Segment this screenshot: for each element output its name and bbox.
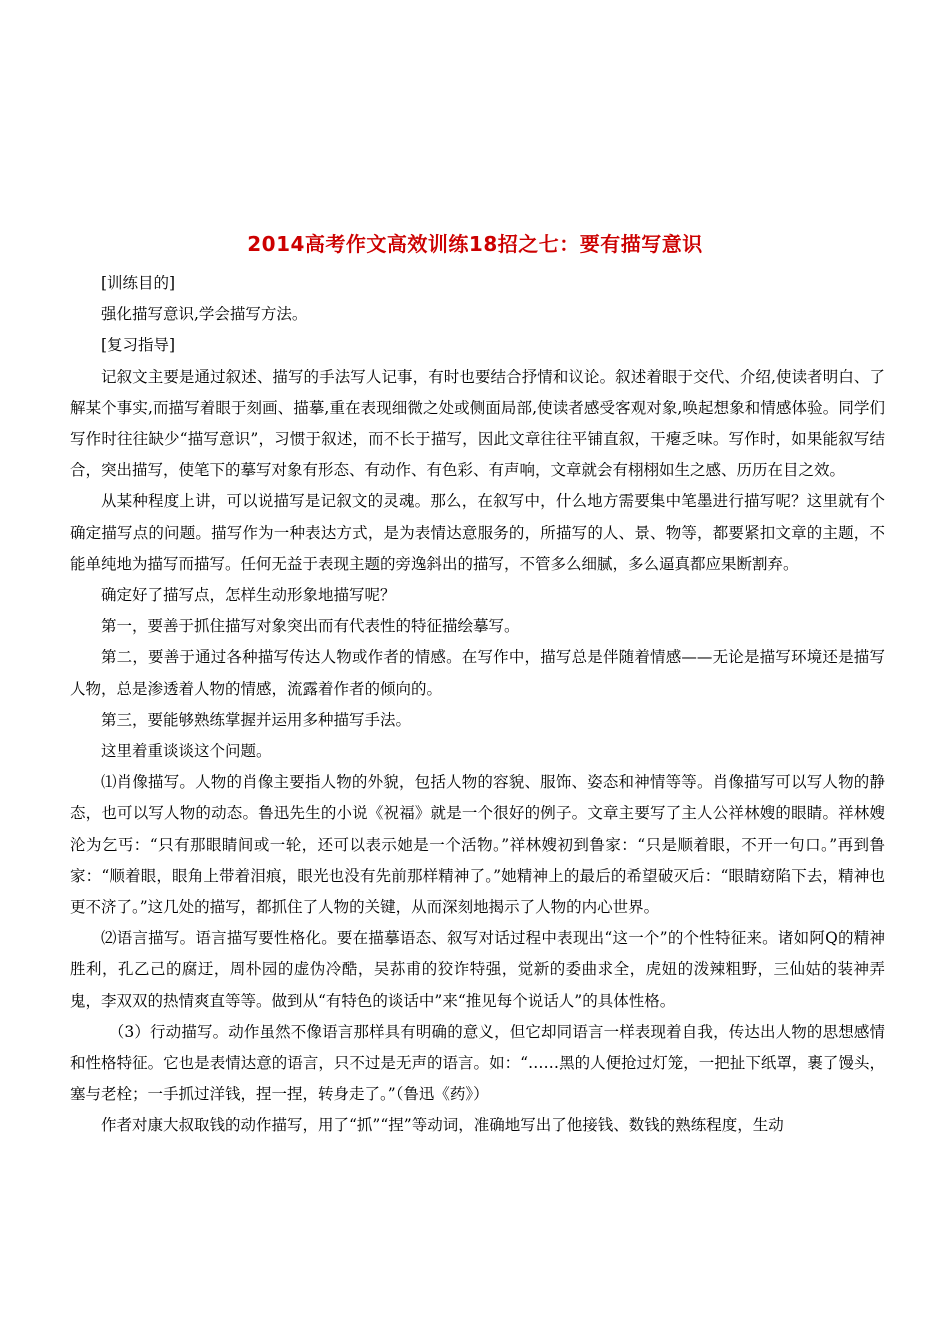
document-body [70,268,885,1142]
paragraph-point-one: 第一，要善于抓住描写对象突出而有代表性的特征描绘摹写。 [101,617,520,636]
paragraph-how-to-describe: 确定好了描写点，怎样生动形象地描写呢？ [101,586,396,605]
paragraph-portrait-description: ⑴肖像描写。人物的肖像主要指人物的外貌，包括人物的容貌、服饰、姿态和神情等等。肖像描写可以写人物的静态，也可以写人物的动态。鲁迅先生的小说《祝福》就是一个很好的例子。文章主要写了主人公祥林嫂的眼睛。祥林嫂沦为乞丐：“只有那眼睛间或一轮，还可以表示她是一个活物。”祥林嫂初到鲁家：“只是顺着眼，不开一句口。”再到鲁家：“顺着眼，眼角上带着泪痕，眼光也没有先前那样精神了。”她精神上的最后的希望破灭后：“眼睛窈陷下去，精神也更不济了。”这几处的描写，都抓住了人物的关键，从而深刻地揭示了人物的内心世界。 [70,773,885,917]
paragraph-point-three: 第三，要能够熟练掌握并运用多种描写手法。 [101,710,412,729]
paragraph-point-two: 第二，要善于通过各种描写传达人物或作者的情感。在写作中，描写总是伴随着情感——无论是描写环境还是描写人物，总是渗透着人物的情感，流露着作者的倾向的。 [70,648,885,698]
paragraph-narrative-intro: 记叙文主要是通过叙述、描写的手法写人记事，有时也要结合抒情和议论。叙述着眼于交代、介绍,使读者明白、了解某个事实,而描写着眼于刻画、描摹,重在表现细微之处或侧面局部,使读者感受客观对象,唤起想象和情感体验。同学们写作时往往缺少“描写意识”，习惯于叙述，而不长于描写，因此文章往往平铺直叙，干瘪乏味。写作时，如果能叙写结合，突出描写，使笔下的摹写对象有形态、有动作、有色彩、有声响，文章就会有栩栩如生之感、历历在目之效。 [70,367,885,480]
section-label-review-guide: [复习指导] [101,336,176,355]
paragraph-language-description: ⑵语言描写。语言描写要性格化。要在描摹语态、叙写对话过程中表现出“这一个”的个性特征来。诸如阿Q的精神胜利，孔乙己的腐迂，周朴园的虚伪冷酷，吴荪甫的狡诈特强，觉新的委曲求全，虎妞的泼辣粗野，三仙姑的装神弄鬼，李双双的热情爽直等等。做到从“有特色的谈话中”来“推见每个说话人”的具体性格。 [70,929,885,1010]
paragraph-action-analysis: 作者对康大叔取钱的动作描写，用了“抓”“捏”等动词，准确地写出了他接钱、数钱的熟练程度，生动 [101,1116,784,1135]
document-title: 2014高考作文高效训练18招之七：要有描写意识 [247,232,703,256]
paragraph-focus: 这里着重谈谈这个问题。 [101,742,272,761]
paragraph-action-description: （3）行动描写。动作虽然不像语言那样具有明确的意义，但它却同语言一样表现着自我，传达出人物的思想感情和性格特征。它也是表情达意的语言，只不过是无声的语言。如：“……黑的人便抢过灯笼，一把扯下纸罩，裹了馒头，塞与老栓；一手抓过洋钱，捏一捏，转身走了。”（鲁迅《药》） [70,1022,885,1104]
paragraph-description-soul: 从某种程度上讲，可以说描写是记叙文的灵魂。那么，在叙写中，什么地方需要集中笔墨进行描写呢？这里就有个确定描写点的问题。描写作为一种表达方式，是为表情达意服务的，所描写的人、景、物等，都要紧扣文章的主题，不能单纯地为描写而描写。任何无益于表现主题的旁逸斜出的描写，不管多么细腻，多么逼真都应果断割弃。 [70,492,885,573]
section-label-training-goal: [训练目的] [101,274,176,292]
paragraph-goal: 强化描写意识,学会描写方法。 [101,305,308,324]
